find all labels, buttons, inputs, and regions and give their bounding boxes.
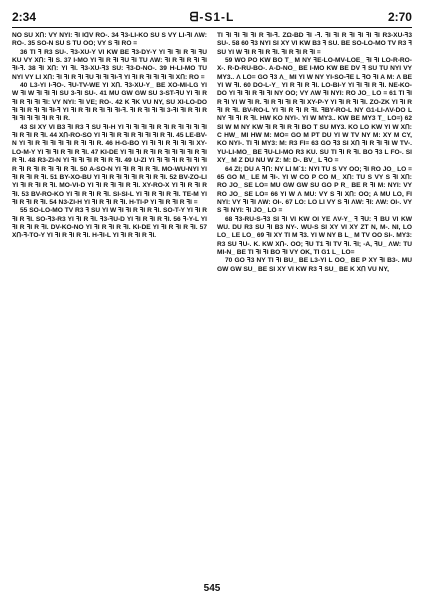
paragraph: 64 ZI; DU A ꟻՈ: NY LI M΄1: NYI TU S VY ΟΟ; ꟻI RO JO_ LO = 65 GO M_ LE M ꟻI-. YI W CO P CO M_ XՈ: TU S VY S ꟻI XՈ: RO JO_ SE LO= MU GW GW SU GO P R_ BE R ꟻI M: NYI: VY RO JO_ SE LO= 66 YI W Λ MU: VY S ꟻI XՈ: ΟΟ; A MU LO, FI NYI: VY ꟻI ꟻI ΛW: ΟI-. 67 LO: LO LI VY S ꟻI ΛW: ꟻI: ΛW: ΟI-. VY S ꟻI NYI: ꟻI JO_ LO =	[217, 165, 412, 215]
left-column	[12, 32, 207, 580]
paragraph: 68 ꟻ3-RU-S-ꟻ3 SI ꟻI VI KW ΟI YE ΛV-Y_ ꟻ ꟻU: ꟻ BU VI KW WU. DU R3 SU ꟻI B3 NY-. WU-S SI XY VI XY ZT N, M-. NI, LO LO_ LE LO_ 69 ꟻI XY TI M ꟻ3. YI W NY B L_ M TV ΟO SI-. MY3: R3 SU ꟻU-. K. KW XՈ-. ΟO; ꟻU T1 ꟻI TV ꟻI. ꟻI; -A, ꟻU_ ΛW: TU MI-N_ BE TI ꟻI ꟻI BO ꟻI VY ΟK, TI G1 L_ LO=	[217, 215, 412, 256]
header-rule	[12, 27, 412, 28]
running-header	[12, 10, 412, 26]
header-left-reference: 2:34	[12, 10, 37, 24]
paragraph: 55 SO-LO-MO TV R3 ꟻ SU YI W ꟻI ꟻI R ꟻI R ꟻI. SO-T-Y YI ꟻI R ꟻI R ꟻI. SO-ꟻ3-R3 YI ꟻI R ꟻI. ꟻ3-ꟻU-D YI ꟻI R ꟻI R ꟻI. 56 ꟻ-Y-L YI ꟻI R ꟻI R ꟻI. DV-KO-NO YI ꟻI R ꟻI R ꟻI. KI-DE YI ꟻI R ꟻI R ꟻI. 57 XՈ-ꟻ-TO-Y YI ꟻI R ꟻI R ꟻI. H-ꟻI-L YI ꟻI R ꟻI R ꟻI.	[12, 207, 207, 240]
paragraph: 43 SI XY VI B3 ꟻI R3 ꟻ SU ꟻI-H YI ꟻI ꟻI ꟻI ꟻI R ꟻI R ꟻI ꟻI ꟻI ꟻI ꟻI R ꟻI R ꟻI. 44 XՈ-RO-SO YI ꟻI ꟻI R ꟻI R ꟻI ꟻI ꟻI R ꟻI. 45 LE-BV-N YI ꟻI R ꟻI ꟻI ꟻI ꟻI R ꟻI ꟻI R. 46 H-G-BO YI ꟻI ꟻI R ꟻI ꟻI ꟻI XY-LO-M-Y YI ꟻI ꟻI R ꟻI R ꟻI. 47 KI-DE YI ꟻI ꟻI R ꟻI R ꟻI ꟻI ꟻI ꟻI R ꟻI R ꟻI. 48 R3-ZI-N YI ꟻI ꟻI ꟻI R ꟻI R ꟻI. 49 U-ZI YI ꟻI ꟻI ꟻI R ꟻI ꟻI ꟻI R ꟻI R ꟻI R ꟻI ꟻI R ꟻI. 50 A-SO-N YI ꟻI R ꟻI R ꟻI. MO-WU-NYI YI ꟻI R ꟻI R ꟻI. 51 BY-XO-BU YI ꟻI R ꟻI ꟻI ꟻI R ꟻI R ꟻI. 52 BV-ZO-LI YI ꟻI R ꟻI R ꟻI. MO-VI-D YI ꟻI R ꟻI ꟻI R ꟻI. XY-RO-X YI ꟻI R ꟻI R ꟻI. 53 BV-RO-KO YI ꟻI R ꟻI R ꟻI. SI-SI-L YI ꟻI R ꟻI R ꟻI. TE-M YI ꟻI R ꟻI R ꟻI. 54 N3-ZI-H YI ꟻI R ꟻI R ꟻI. H-TI-P YI ꟻI R ꟻI R ꟻI =	[12, 123, 207, 206]
paragraph: NO SU XՈ: VY NYI: ꟻI IᗡV RO-. 34 ꟻ3-LI-KO SU S VY LI-ꟻI ΛW: RO-. 35 SO-N SU S TU ΟΟ; VY S ꟻI RO =	[12, 32, 207, 48]
page-number: 545	[203, 583, 221, 594]
paragraph: 36 TI ꟻ R3 SU-. ꟻ3-XU-Y VI KW BE ꟻ3-DY-Y YI ꟻI ꟻI R ꟻI ꟻU KU VY XՈ: ꟻI S. 37 I-MO YI ꟻI R ꟻI ꟻU ꟻI TU ΛW: ꟻI R ꟻI R ꟻI ꟻI ꟻI-ꟻ. 38 ꟻI XՈ: YI ꟻI. ꟻ3-XU-ꟻ3 SU: ꟻ3-D-NO-. 39 H-LI-MO TU NYI VY LI XՈ: ꟻI ꟻI R ꟻI ꟻU ꟻI ꟻI ꟻI-ꟻ YI ꟻI R ꟻI ꟻI ꟻI ꟻI XՈ: RO =	[12, 48, 207, 81]
right-column	[217, 32, 412, 580]
header-right-reference: 2:70	[387, 10, 412, 24]
text-columns	[12, 32, 412, 580]
header-book-title: ᗺ-S1-L	[189, 10, 235, 24]
paragraph: TI ꟻI ꟻI ꟻI ꟻI R ꟻI-ꟻ. ZΩ-BD ꟻI -ꟻ. ꟻI ꟻI R ꟻI ꟻI ꟻI ꟻI R3-XU-ꟻ3 SU-. 58 60 ꟻ3 NYI SI XY VI KW B3 ꟻ SU. BE SO-LO-MO TV R3 ꟻ SU YI W ꟻI R ꟻI R ꟻI. ꟻI R ꟻI R ꟻI =	[217, 32, 412, 56]
paragraph: 40 L3-YI I-ꟻO-. ꟻU-TV-WE YI XՈ. ꟻ3-XU-Y_ BE XO-MI-LG YI W ꟻI W ꟻI ꟻI ꟻI SU 3-ꟻI SU-. 41 MU GW GW SU 3-ST-ꟻU YI ꟻI R ꟻI R ꟻI ꟻI ꟻI: VY NYI: ꟻI VE; RO-. 42 K ꟻK VU NY, SU XI-LO-DO ꟻI ꟻI R ꟻI ꟻI ꟻI-ꟻ YI ꟻI R ꟻI R ꟻI ꟻI ꟻI-ꟻ. ꟻI R ꟻI ꟻI ꟻI 3-ꟻI ꟻI R ꟻI R ꟻI ꟻI ꟻI ꟻI ꟻI R ꟻI R.	[12, 82, 207, 123]
paragraph: 70 GO ꟻ3 NY TI ꟻI BU_ BE L3-YI L ΟO_ BE P XY ꟻI B3-. MU GW GW SU_ BE SI XY VI KW R3 ꟻ SU_ BE K XՈ VU NY,	[217, 257, 412, 273]
paragraph: 59 WO PO KW BO T_ M NY ꟻE-LO-MV-LOE_ ꟻI ꟻI LO-R-RO-X-. R-D-RU-BO-. A-D-NO_ BE I-MO KW BE DV ꟻ SU TU NYI VY MY3.. Λ LO= GO ꟻ3 Λ_ MI YI W NY YI-SO-ꟻE L ꟻO ꟻI A M: Λ BE YI W ꟻI. 60 DO-L-Y_ YI R ꟻI R ꟻI. LO-BI-Y YI ꟻI ꟻI R ꟻI. NE-KO-DO YI ꟻI ꟻI R ꟻI ꟻI NY ΟΟ; VY ΛW ꟻI NYI: RO JO_ LO = 61 TI ꟻI R ꟻI YI W ꟻI R. ꟻI R ꟻI ꟻI R ꟻI XY-P-Y YI ꟻI R ꟻI ꟻI. ZO-ZK YI ꟻI R ꟻI R ꟻI. BV-RO-L YI ꟻI R ꟻI R ꟻI. ꟻBY-RO-L NY G1-LI-ΛV-DO L NY ꟻI ꟻI R ꟻI. HW KO NYI-. YI W MY3.. KW BE MY3 T_ LO=) 62 SI W M NY KW ꟻI R ꟻI R ꟻI BO T SU MY3. KO LO KW YI W XՈ: C HW_ MI HW M: MO= GO M PT DU YI W TV NY M: XY M CY, KO NYI-. TI ꟻI MY3: M: R3 FI= 63 GO ꟻ3 SI XՈ ꟻI R ꟻI ꟻI W TV-. YU-LI-MO_ BE ꟻU-LI-MO R3 KU. SU TI ꟻI R ꟻI. BO ꟻ3 L FO-. SI XY_ M Z DU NU W Z: M: D-. BV_ L ꟻO =	[217, 57, 412, 165]
